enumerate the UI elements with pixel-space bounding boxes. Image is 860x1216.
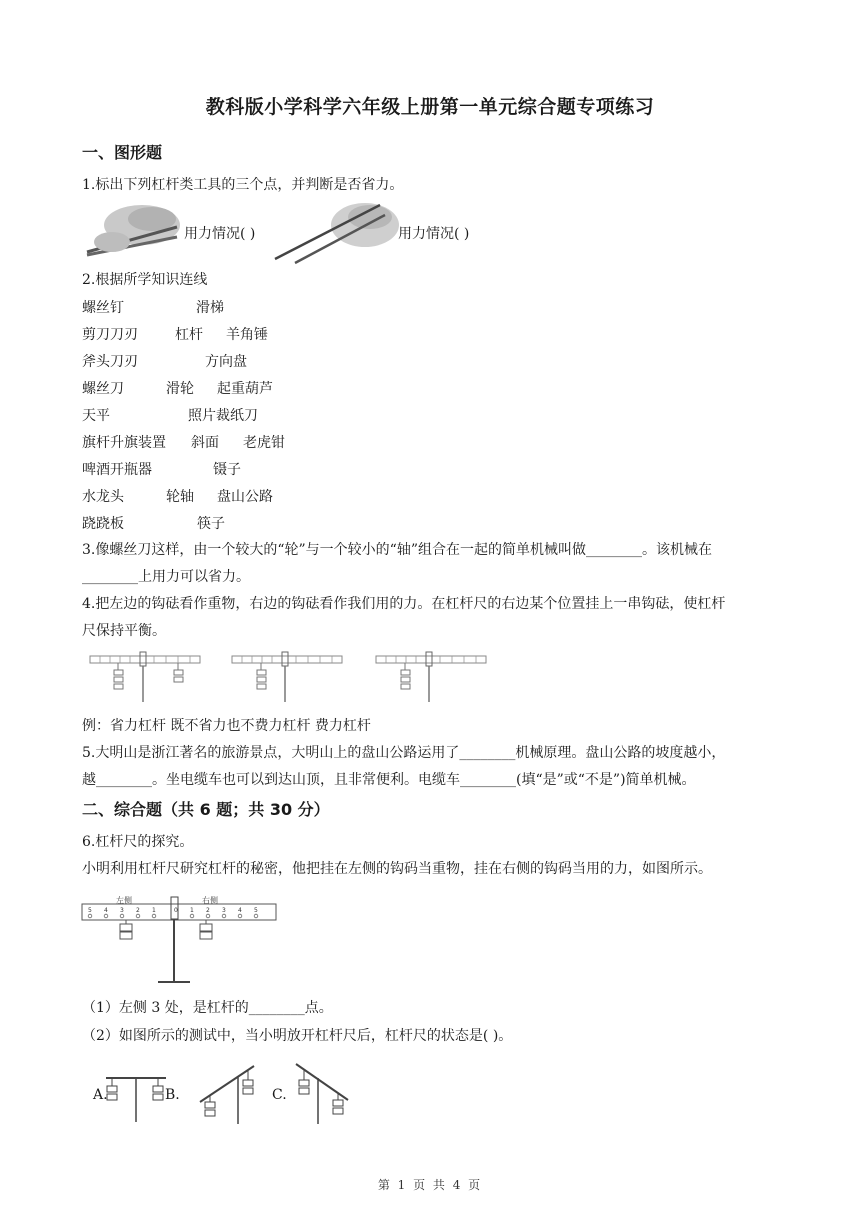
question-5-line-1: 5.大明山是浙江著名的旅游景点，大明山上的盘山公路运用了________机械原理。盘山公路的坡度越小， — [82, 745, 726, 761]
match-left-item: 螺丝钉 — [82, 300, 124, 316]
match-middle-item: 斜面 — [191, 435, 219, 451]
question-6-sub-1: （1）左侧 3 处，是杠杆的________点。 — [82, 1000, 333, 1016]
match-left-item: 天平 — [82, 408, 110, 424]
option-b-label: B. — [165, 1087, 180, 1103]
match-left-item: 啤酒开瓶器 — [82, 462, 152, 478]
question-5-line-2: 越________。坐电缆车也可以到达山顶，且非常便利。电缆车________(填“是”或“不是”)简单机械。 — [82, 772, 696, 788]
match-left-item: 水龙头 — [82, 489, 124, 505]
scale-number: 4 — [238, 907, 242, 914]
match-right-item: 老虎钳 — [243, 435, 285, 451]
question-6-title: 6.杠杆尺的探究。 — [82, 834, 194, 850]
match-middle-item: 滑轮 — [166, 381, 194, 397]
section-heading-graphics: 一、图形题 — [82, 143, 163, 162]
match-right-item: 照片裁纸刀 — [188, 408, 258, 424]
scale-number: 1 — [152, 907, 156, 914]
match-left-item: 螺丝刀 — [82, 381, 124, 397]
question-6-sub-2: （2）如图所示的测试中，当小明放开杠杆尺后，杠杆尺的状态是( )。 — [82, 1028, 513, 1044]
page-footer: 第 1 页 共 4 页 — [377, 1178, 483, 1192]
match-left-item: 剪刀刀刃 — [82, 327, 138, 343]
scale-number: 2 — [136, 907, 140, 914]
lever-diagram-example — [90, 652, 200, 704]
match-right-item: 筷子 — [197, 516, 225, 532]
question-4-line-2: 尺保持平衡。 — [82, 623, 166, 639]
lever-right-label: 右侧 — [202, 896, 218, 905]
match-right-item: 起重葫芦 — [217, 381, 273, 397]
scale-number: 1 — [190, 907, 194, 914]
option-b-diagram — [196, 1062, 258, 1126]
lever-diagram-costly — [376, 652, 486, 704]
match-right-item: 羊角锤 — [226, 327, 268, 343]
scale-number: 3 — [120, 907, 124, 914]
option-c-label: C. — [272, 1087, 287, 1103]
question-2-text: 2.根据所学知识连线 — [82, 272, 208, 288]
question-4-line-1: 4.把左边的钩砝看作重物，右边的钩砝看作我们用的力。在杠杆尺的右边某个位置挂上一串钩砝，使杠杆 — [82, 596, 726, 612]
scale-number: 4 — [104, 907, 108, 914]
question-1-label-1: 用力情况( ) — [184, 226, 256, 242]
scale-number: 0 — [174, 907, 178, 914]
match-right-item: 方向盘 — [205, 354, 247, 370]
chopsticks-hand-photo — [270, 197, 400, 265]
match-left-item: 跷跷板 — [82, 516, 124, 532]
lever-diagram-balanced — [232, 652, 342, 704]
question-6-description: 小明利用杠杆尺研究杠杆的秘密，他把挂在左侧的钩码当重物，挂在右侧的钩码当用的力，如图所示。 — [82, 861, 712, 877]
option-c-diagram — [292, 1060, 352, 1126]
scale-number: 2 — [206, 907, 210, 914]
question-1-label-2: 用力情况( ) — [398, 226, 470, 242]
question-1-text: 1.标出下列杠杆类工具的三个点，并判断是否省力。 — [82, 177, 404, 193]
question-4-caption: 例：省力杠杆 既不省力也不费力杠杆 费力杠杆 — [82, 718, 371, 734]
question-3-line-2: ________上用力可以省力。 — [82, 569, 250, 585]
option-a-diagram — [104, 1066, 168, 1124]
section-heading-comprehensive: 二、综合题（共 6 题；共 30 分） — [82, 800, 330, 819]
match-left-item: 旗杆升旗装置 — [82, 435, 166, 451]
match-middle-item: 轮轴 — [166, 489, 194, 505]
tweezers-hand-photo — [82, 197, 192, 265]
lever-ruler-figure — [82, 894, 278, 986]
match-right-item: 盘山公路 — [217, 489, 273, 505]
match-right-item: 滑梯 — [196, 300, 224, 316]
option-a-label: A. — [93, 1087, 108, 1103]
scale-number: 3 — [222, 907, 226, 914]
question-3-line-1: 3.像螺丝刀这样，由一个较大的“轮”与一个较小的“轴”组合在一起的简单机械叫做________。该机械在 — [82, 542, 712, 558]
scale-number: 5 — [88, 907, 92, 914]
lever-left-label: 左侧 — [116, 896, 132, 905]
page-title: 教科版小学科学六年级上册第一单元综合题专项练习 — [205, 96, 655, 118]
scale-number: 5 — [254, 907, 258, 914]
match-left-item: 斧头刀刃 — [82, 354, 138, 370]
match-right-item: 镊子 — [213, 462, 241, 478]
match-middle-item: 杠杆 — [175, 327, 203, 343]
